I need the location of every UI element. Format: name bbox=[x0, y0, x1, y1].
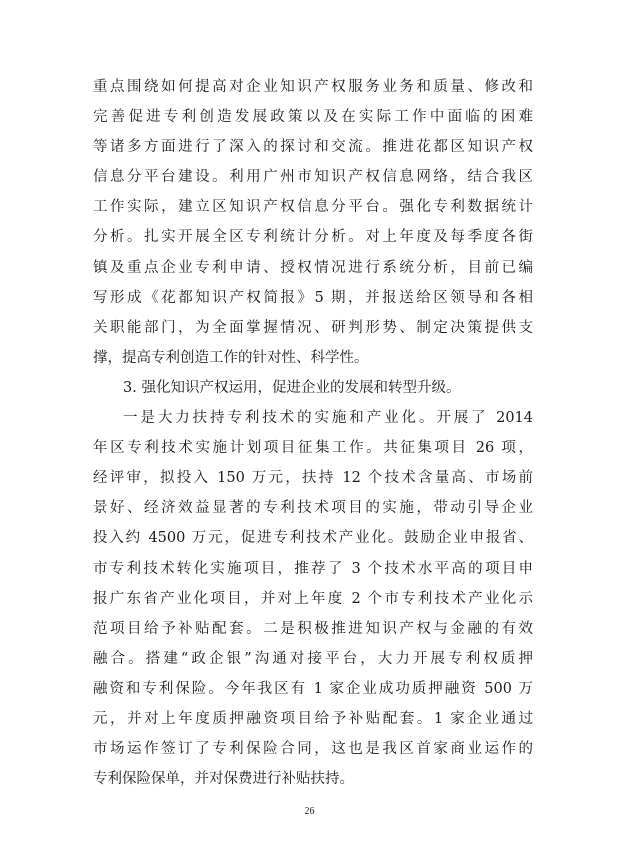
text-line: 元，并对上年度质押融资项目给予补贴配套。1 家企业通过 bbox=[93, 710, 533, 727]
text-line: 撑，提高专利创造工作的针对性、科学性。 bbox=[93, 349, 369, 366]
text-line: 分析。扎实开展全区专利统计分析。对上年度及每季度各街 bbox=[93, 229, 533, 246]
text-line: 范项目给予补贴配套。二是积极推进知识产权与金融的有效 bbox=[93, 620, 533, 637]
text-line: 信息分平台建设。利用广州市知识产权信息网络，结合我区 bbox=[93, 169, 533, 186]
page-number: 26 bbox=[304, 806, 315, 817]
text-line: 年区专利技术实施计划项目征集工作。共征集项目 26 项， bbox=[93, 440, 533, 457]
text-line: 景好、经济效益显著的专利技术项目的实施，带动引导企业 bbox=[93, 500, 533, 517]
text-line: 等诸多方面进行了深入的探讨和交流。推进花都区知识产权 bbox=[93, 139, 533, 156]
body-text bbox=[93, 72, 533, 794]
text-line: 投入约 4500 万元，促进专利技术产业化。鼓励企业申报省、 bbox=[93, 530, 533, 547]
text-line: 报广东省产业化项目，并对上年度 2 个市专利技术产业化示 bbox=[93, 590, 533, 607]
text-line: 关职能部门，为全面掌握情况、研判形势、制定决策提供支 bbox=[93, 319, 533, 336]
text-line: 专利保险保单，并对保费进行补贴扶持。 bbox=[93, 771, 354, 788]
section-heading: 3. 强化知识产权运用，促进企业的发展和转型升级。 bbox=[123, 379, 461, 396]
text-line: 市场运作签订了专利保险合同，这也是我区首家商业运作的 bbox=[93, 741, 533, 758]
text-line: 完善促进专利创造发展政策以及在实际工作中面临的困难 bbox=[93, 109, 533, 126]
text-line: 融资和专利保险。今年我区有 1 家企业成功质押融资 500 万 bbox=[93, 680, 533, 697]
text-line: 经评审，拟投入 150 万元，扶持 12 个技术含量高、市场前 bbox=[93, 470, 533, 487]
text-line: 重点围绕如何提高对企业知识产权服务业务和质量、修改和 bbox=[93, 79, 533, 95]
text-line: 写形成《花都知识产权简报》5 期，并报送给区领导和各相 bbox=[93, 289, 533, 306]
text-line: 市专利技术转化实施项目，推荐了 3 个技术水平高的项目申 bbox=[93, 560, 533, 577]
text-line: 工作实际，建立区知识产权信息分平台。强化专利数据统计 bbox=[93, 199, 533, 216]
text-line: 融合。搭建“政企银”沟通对接平台，大力开展专利权质押 bbox=[93, 650, 533, 667]
text-line: 一是大力扶持专利技术的实施和产业化。开展了 2014 bbox=[123, 410, 533, 427]
text-line: 镇及重点企业专利申请、授权情况进行系统分析，目前已编 bbox=[93, 259, 533, 276]
